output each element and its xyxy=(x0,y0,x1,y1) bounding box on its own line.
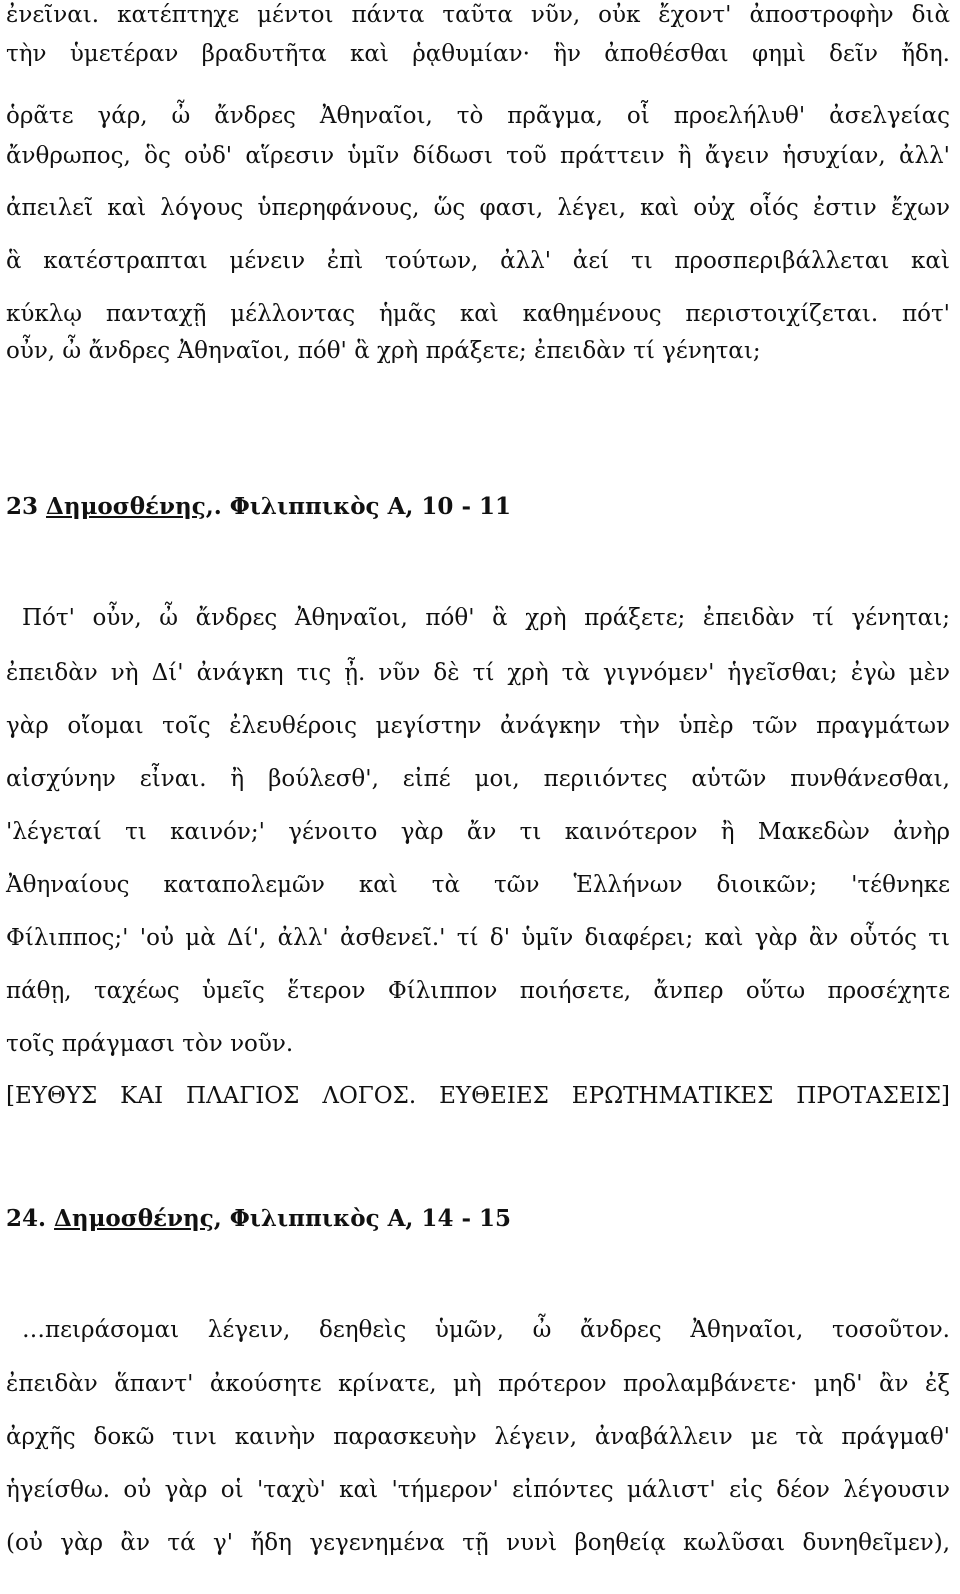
text-line: αἰσχύνην εἶναι. ἢ βούλεσθ', εἰπέ μοι, περιιόντες αὑτῶν πυνθάνεσθαι, xyxy=(6,766,950,792)
text-line: …πειράσομαι λέγειν, δεηθεὶς ὑμῶν, ὦ ἄνδρες Ἀθηναῖοι, τοσοῦτον. xyxy=(22,1317,950,1343)
heading-author: Δημοσθένης xyxy=(46,493,206,520)
text-line: οὖν, ὦ ἄνδρες Ἀθηναῖοι, πόθ' ἃ χρὴ πράξετε; ἐπειδὰν τί γένηται; xyxy=(6,338,761,364)
text-line: κύκλῳ πανταχῇ μέλλοντας ἡμᾶς καὶ καθημένους περιστοιχίζεται. πότ' xyxy=(6,301,950,327)
text-line: Πότ' οὖν, ὦ ἄνδρες Ἀθηναῖοι, πόθ' ἃ χρὴ πράξετε; ἐπειδὰν τί γένηται; xyxy=(22,605,950,631)
text-line: ἐπειδὰν νὴ Δί' ἀνάγκη τις ᾖ. νῦν δὲ τί χρὴ τὰ γιγνόμεν' ἡγεῖσθαι; ἐγὼ μὲν xyxy=(6,660,950,686)
text-line: τὴν ὑμετέραν βραδυτῆτα καὶ ῥᾳθυμίαν· ἣν ἀποθέσθαι φημὶ δεῖν ἤδη. xyxy=(6,41,950,67)
text-line: γὰρ οἴομαι τοῖς ἐλευθέροις μεγίστην ἀνάγκην τὴν ὑπὲρ τῶν πραγμάτων xyxy=(6,713,950,739)
grammar-note: [ΕΥΘΥΣ ΚΑΙ ΠΛΑΓΙΟΣ ΛΟΓΟΣ. ΕΥΘΕΙΕΣ ΕΡΩΤΗΜΑΤΙΚΕΣ ΠΡΟΤΑΣΕΙΣ] xyxy=(6,1083,950,1109)
text-line: ἄνθρωπος, ὃς οὐδ' αἵρεσιν ὑμῖν δίδωσι τοῦ πράττειν ἢ ἄγειν ἡσυχίαν, ἀλλ' xyxy=(6,143,950,169)
heading-number: 24. xyxy=(6,1205,55,1232)
heading-number: 23 xyxy=(6,493,47,520)
section-heading xyxy=(6,1204,950,1234)
text-line: ἐπειδὰν ἅπαντ' ἀκούσητε κρίνατε, μὴ πρότερον προλαμβάνετε· μηδ' ἂν ἐξ xyxy=(6,1371,950,1397)
text-line: πάθῃ, ταχέως ὑμεῖς ἕτερον Φίλιππον ποιήσετε, ἄνπερ οὕτω προσέχητε xyxy=(6,978,950,1004)
text-line: ἀπειλεῖ καὶ λόγους ὑπερηφάνους, ὥς φασι, λέγει, καὶ οὐχ οἷός ἐστιν ἔχων xyxy=(6,195,950,221)
text-line: ἐνεῖναι. κατέπτηχε μέντοι πάντα ταῦτα νῦν, οὐκ ἔχοντ' ἀποστροφὴν διὰ xyxy=(6,2,950,28)
text-line: ἡγείσθω. οὐ γὰρ οἱ 'ταχὺ' καὶ 'τήμερον' εἰπόντες μάλιστ' εἰς δέον λέγουσιν xyxy=(6,1477,950,1503)
text-line: τοῖς πράγμασι τὸν νοῦν. xyxy=(6,1031,294,1057)
text-line: 'λέγεταί τι καινόν;' γένοιτο γὰρ ἄν τι καινότερον ἢ Μακεδὼν ἀνὴρ xyxy=(6,819,950,845)
heading-author: Δημοσθένης xyxy=(54,1205,214,1232)
text-line: (οὐ γὰρ ἂν τά γ' ἤδη γεγενημένα τῇ νυνὶ βοηθείᾳ κωλῦσαι δυνηθεῖμεν), xyxy=(6,1530,950,1556)
section-heading xyxy=(6,492,950,522)
heading-title: , Φιλιππικὸς Α, 14 - 15 xyxy=(213,1205,512,1232)
text-line: ἀρχῆς δοκῶ τινι καινὴν παρασκευὴν λέγειν, ἀναβάλλειν με τὰ πράγμαθ' xyxy=(6,1424,950,1450)
text-line: ἃ κατέστραπται μένειν ἐπὶ τούτων, ἀλλ' ἀεί τι προσπεριβάλλεται καὶ xyxy=(6,248,950,274)
text-line: ὁρᾶτε γάρ, ὦ ἄνδρες Ἀθηναῖοι, τὸ πρᾶγμα, οἷ προελήλυθ' ἀσελγείας xyxy=(6,103,950,129)
text-line: Ἀθηναίους καταπολεμῶν καὶ τὰ τῶν Ἑλλήνων διοικῶν; 'τέθνηκε xyxy=(6,872,950,898)
heading-title: ,. Φιλιππικὸς Α, 10 - 11 xyxy=(205,493,512,520)
text-line: Φίλιππος;' 'οὐ μὰ Δί', ἀλλ' ἀσθενεῖ.' τί δ' ὑμῖν διαφέρει; καὶ γὰρ ἂν οὗτός τι xyxy=(6,925,950,951)
